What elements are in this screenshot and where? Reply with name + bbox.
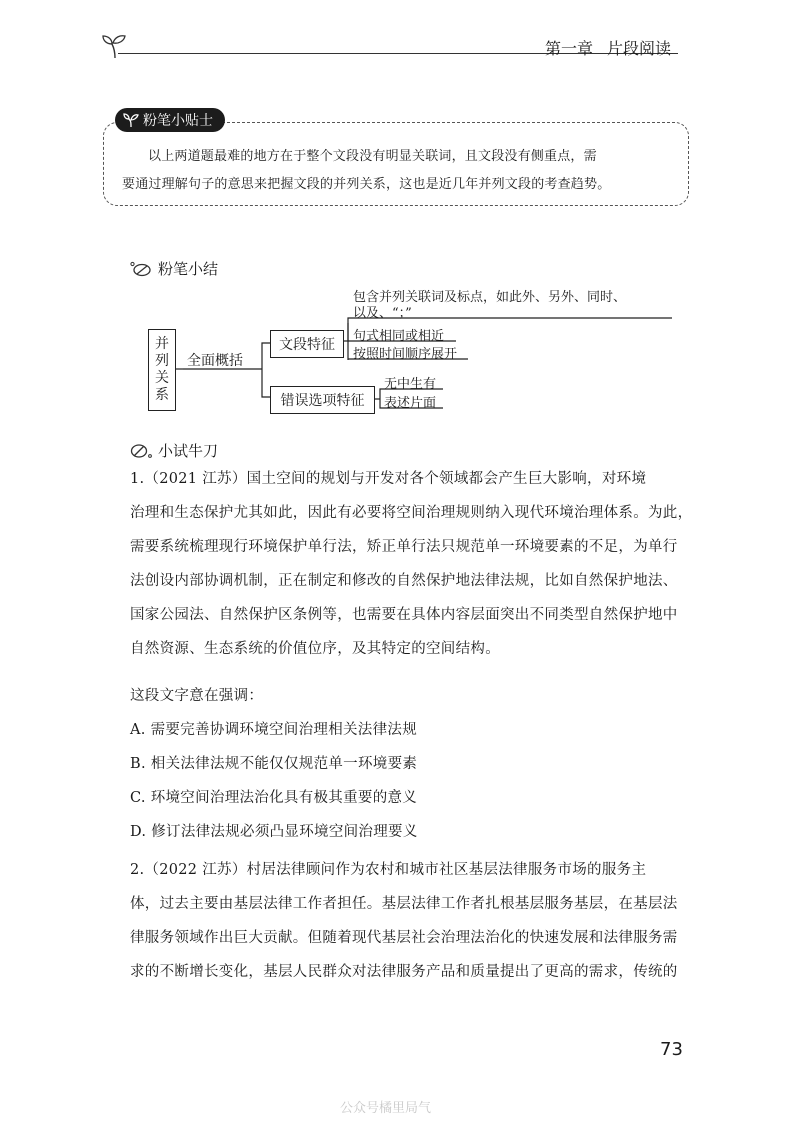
q1-line: 需要系统梳理现行环境保护单行法，矫正单行法只规范单一环境要素的不足，为单行: [130, 539, 678, 555]
mindmap-leaf: 以及、“；”: [353, 306, 412, 321]
summary-title: 粉笔小结: [158, 260, 219, 278]
q1-line: 法创设内部协调机制，正在制定和修改的自然保护地法律法规，比如自然保护地法、: [130, 573, 678, 589]
q2-line: 求的不断增长变化，基层人民群众对法律服务产品和质量提出了更高的需求，传统的: [130, 964, 678, 980]
page-number: 73: [660, 1039, 683, 1060]
question-2-stem: [130, 853, 690, 989]
root-char: 并: [155, 336, 169, 352]
section-label: 片段阅读: [607, 39, 672, 58]
question-1-prompt: 这段文字意在强调：: [130, 688, 264, 704]
tip-line-1: 以上两道题最难的地方在于整个文段没有明显关联词，且文段没有侧重点，需: [148, 149, 597, 164]
question-1-stem: [130, 462, 693, 666]
question-1-options: [130, 713, 690, 849]
mindmap-leaf: 包含并列关联词及标点，如此外、另外、同时、: [353, 290, 627, 305]
q2-line: 2.（2022 江苏）村居法律顾问作为农村和城市社区基层法律服务市场的服务主: [130, 862, 647, 878]
q2-line: 律服务领域作出巨大贡献。但随着现代基层社会治理法治化的快速发展和法律服务需: [130, 930, 678, 946]
mindmap-leaf: 无中生有: [384, 377, 437, 392]
mindmap-leaf: 表述片面: [384, 396, 437, 411]
node-label: 文段特征: [279, 337, 335, 353]
q1-line: 1.（2021 江苏）国土空间的规划与开发对各个领域都会产生巨大影响，对环境: [130, 471, 647, 487]
pencil-circle-icon: [130, 443, 154, 459]
mindmap-node-text-features: [270, 330, 344, 358]
q1-line: 治理和生态保护尤其如此，因此有必要将空间治理规则纳入现代环境治理体系。为此，: [130, 505, 693, 521]
option-b: B. 相关法律法规不能仅仅规范单一环境要素: [130, 756, 418, 772]
q1-line: 国家公园法、自然保护区条例等，也需要在具体内容层面突出不同类型自然保护地中: [130, 607, 678, 623]
root-char: 系: [155, 387, 169, 403]
option-c: C. 环境空间治理法治化具有极其重要的意义: [130, 790, 418, 806]
tip-line-2: 要通过理解句子的意思来把握文段的并列关系，这也是近几年并列文段的考查趋势。: [122, 177, 611, 192]
mindmap-leaf: 句式相同或相近: [353, 329, 445, 344]
mindmap-root: [148, 329, 176, 411]
node-label: 错误选项特征: [280, 393, 365, 409]
mindmap-leaf: 按照时间顺序展开: [353, 347, 458, 362]
mindmap-node-wrong-options: [270, 386, 375, 414]
q2-line: 体，过去主要由基层法律工作者担任。基层法律工作者扎根基层服务基层，在基层法: [130, 896, 678, 912]
option-d: D. 修订法律法规必须凸显环境空间治理要义: [130, 824, 418, 840]
chapter-label: 第一章: [545, 39, 594, 58]
quiz-heading: [130, 440, 218, 461]
q1-line: 自然资源、生态系统的价值位序，及其特定的空间结构。: [130, 641, 500, 657]
watermark: 公众号橘里局气: [340, 1101, 432, 1116]
mindmap-branch-label: 全面概括: [187, 353, 243, 369]
tip-badge-label: 粉笔小贴士: [143, 113, 213, 129]
root-char: 列: [155, 353, 169, 369]
root-char: 关: [155, 370, 169, 386]
option-a: A. 需要完善协调环境空间治理相关法律法规: [130, 722, 417, 738]
quiz-title: 小试牛刀: [158, 442, 219, 460]
